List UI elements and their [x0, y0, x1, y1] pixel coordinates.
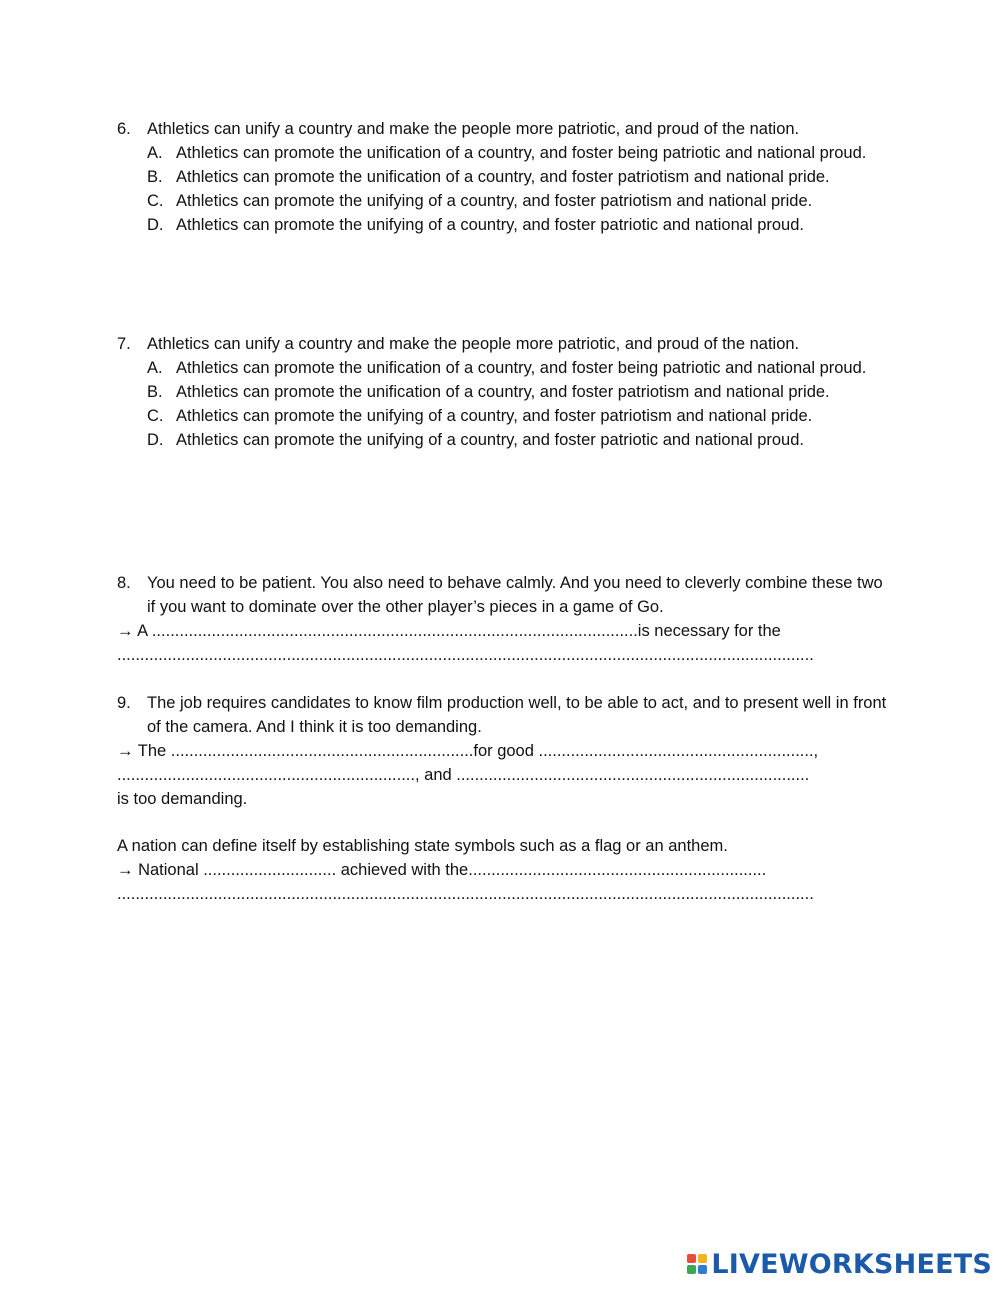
option-letter: A.: [147, 144, 163, 162]
option-text: Athletics can promote the unifying of a country, and foster patriotism and national pride.: [176, 407, 813, 425]
logo-mark-icon: [687, 1254, 707, 1274]
option-text: Athletics can promote the unification of a country, and foster patriotism and national pride.: [176, 168, 830, 186]
option-text: Athletics can promote the unification of a country, and foster being patriotic and national proud.: [176, 144, 867, 162]
question-stem: You need to be patient. You also need to behave calmly. And you need to cleverly combine these two if you want to dominate over the other player’s pieces in a game of Go.: [147, 574, 883, 616]
question-9: [117, 691, 887, 811]
option-b[interactable]: [147, 380, 887, 404]
brand-name: LIVEWORKSHEETS: [711, 1248, 992, 1280]
question-number: 9.: [117, 694, 131, 712]
answer-blank-line[interactable]: ................................................................., and .............................................................................: [117, 766, 810, 784]
answer-blank-line[interactable]: → The ..................................................................for good ............................................................,: [117, 742, 819, 760]
answer-tail-text: is too demanding.: [117, 790, 248, 808]
question-8: [117, 571, 887, 667]
question-stem: The job requires candidates to know film production well, to be able to act, and to present well in front of the camera. And I think it is too demanding.: [147, 694, 887, 736]
option-d[interactable]: [147, 213, 887, 237]
option-letter: D.: [147, 431, 164, 449]
answer-blank-line[interactable]: ........................................................................................................................................................: [117, 885, 814, 903]
question-10: [117, 834, 887, 906]
question-number: 8.: [117, 574, 131, 592]
option-a[interactable]: [147, 141, 887, 165]
option-letter: D.: [147, 216, 164, 234]
option-text: Athletics can promote the unification of a country, and foster being patriotic and national proud.: [176, 359, 867, 377]
option-a[interactable]: [147, 356, 887, 380]
answer-blank-line[interactable]: → A ..........................................................................................................is necessary for the: [117, 622, 781, 640]
question-number: 7.: [117, 335, 131, 353]
option-letter: C.: [147, 407, 164, 425]
option-letter: A.: [147, 359, 163, 377]
question-number: 6.: [117, 120, 131, 138]
question-7: [117, 332, 887, 452]
option-b[interactable]: [147, 165, 887, 189]
option-d[interactable]: [147, 428, 887, 452]
option-c[interactable]: [147, 189, 887, 213]
option-text: Athletics can promote the unifying of a country, and foster patriotic and national proud.: [176, 216, 804, 234]
option-letter: B.: [147, 168, 163, 186]
option-c[interactable]: [147, 404, 887, 428]
answer-blank-line[interactable]: → National ............................. achieved with the.................................................................: [117, 861, 767, 879]
question-stem: Athletics can unify a country and make the people more patriotic, and proud of the nation.: [147, 335, 800, 353]
liveworksheets-logo: [687, 1249, 992, 1279]
question-stem: Athletics can unify a country and make the people more patriotic, and proud of the nation.: [147, 120, 800, 138]
option-letter: C.: [147, 192, 164, 210]
question-6: [117, 117, 887, 237]
option-text: Athletics can promote the unifying of a country, and foster patriotism and national pride.: [176, 192, 813, 210]
question-stem: A nation can define itself by establishing state symbols such as a flag or an anthem.: [117, 837, 728, 855]
option-letter: B.: [147, 383, 163, 401]
option-text: Athletics can promote the unifying of a country, and foster patriotic and national proud.: [176, 431, 804, 449]
answer-blank-line[interactable]: ........................................................................................................................................................: [117, 646, 814, 664]
option-text: Athletics can promote the unification of a country, and foster patriotism and national pride.: [176, 383, 830, 401]
